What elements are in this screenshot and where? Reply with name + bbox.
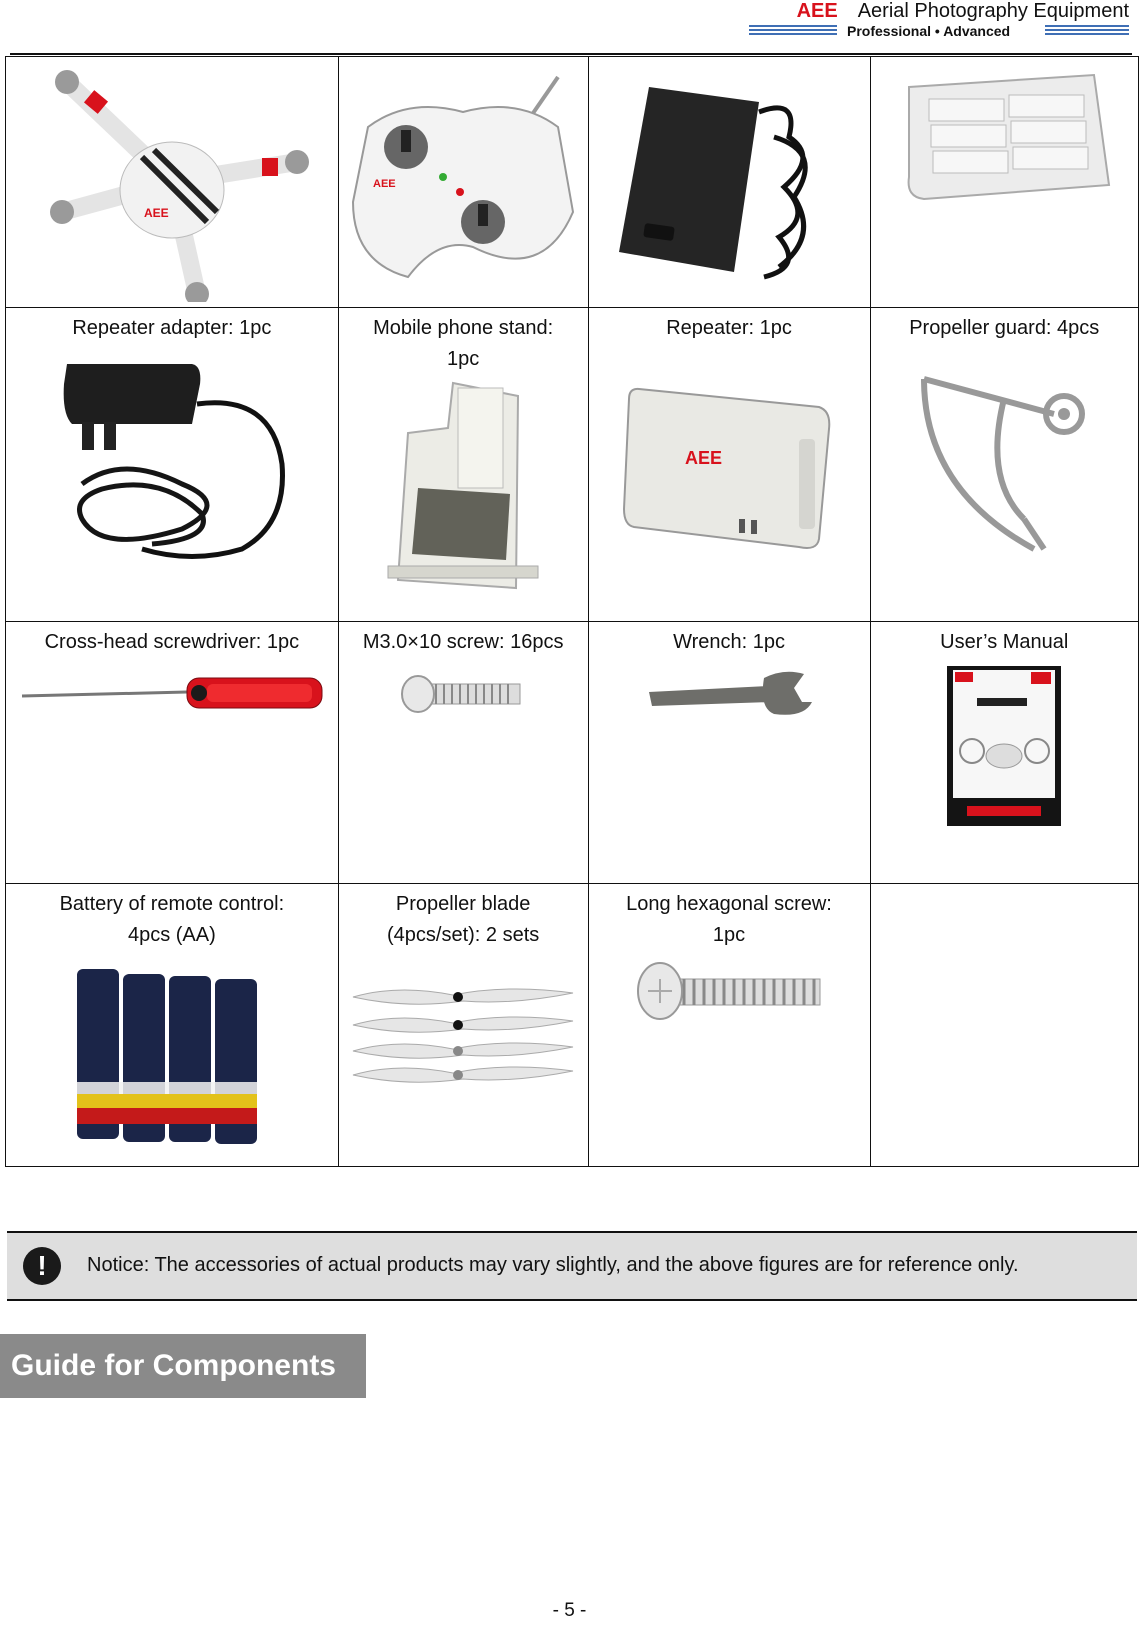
table-cell <box>588 308 870 622</box>
wrench-icon <box>644 668 814 718</box>
aa-batteries-icon <box>67 964 277 1149</box>
table-row <box>6 57 1139 308</box>
remote-controller-icon <box>348 72 578 292</box>
notice-text: Notice: The accessories of actual products may vary slightly, and the above figures are for reference only. <box>87 1254 1019 1276</box>
table-cell <box>338 57 588 308</box>
quadcopter-drone-icon <box>32 62 312 302</box>
repeater-logo: AEE <box>685 448 723 468</box>
flight-battery-icon <box>894 67 1114 207</box>
page-header <box>749 0 1129 48</box>
header-tagline: Professional • Advanced <box>847 23 1011 39</box>
page-number: - 5 - <box>552 1600 587 1621</box>
notice-box <box>7 1231 1137 1301</box>
table-cell <box>6 622 339 884</box>
table-cell <box>6 884 339 1167</box>
screw-icon <box>398 668 528 718</box>
item-caption-line2: 1pc <box>712 924 746 946</box>
item-caption: M3.0×10 screw: 16pcs <box>362 631 564 653</box>
table-cell <box>870 57 1139 308</box>
header-title: Aerial Photography Equipment <box>857 0 1129 22</box>
decorative-lines-left <box>749 25 837 37</box>
manual-booklet-icon <box>947 666 1061 826</box>
propeller-guard-icon <box>914 369 1094 559</box>
repeater-icon <box>619 379 839 549</box>
header-title-line <box>797 0 1129 23</box>
long-screw-icon <box>634 959 824 1023</box>
item-caption: Cross-head screwdriver: 1pc <box>44 631 300 653</box>
svg-text:AEE: AEE <box>143 206 169 220</box>
item-caption-line1: Long hexagonal screw: <box>626 893 832 915</box>
item-caption-line1: Battery of remote control: <box>59 893 285 915</box>
empty-cell <box>870 884 1139 1167</box>
repeater-adapter-icon <box>42 354 302 574</box>
item-caption: Repeater adapter: 1pc <box>72 317 272 339</box>
item-caption: Repeater: 1pc <box>666 317 792 339</box>
decorative-lines-right <box>1045 25 1129 37</box>
item-caption: User’s Manual <box>940 631 1069 653</box>
table-row <box>6 308 1139 622</box>
table-cell <box>6 57 339 308</box>
table-cell <box>588 57 870 308</box>
table-cell <box>588 884 870 1167</box>
accessories-table <box>5 56 1139 1167</box>
table-cell <box>870 622 1139 884</box>
item-caption-line2: 1pc <box>447 348 480 370</box>
table-cell <box>338 308 588 622</box>
table-row <box>6 622 1139 884</box>
power-adapter-icon <box>609 77 849 287</box>
screwdriver-icon <box>17 668 327 718</box>
table-cell <box>588 622 870 884</box>
item-caption: Propeller guard: 4pcs <box>909 317 1100 339</box>
table-cell <box>338 622 588 884</box>
propeller-blades-icon <box>348 979 578 1089</box>
header-tagline-row <box>749 22 1129 42</box>
table-cell <box>6 308 339 622</box>
svg-text:AEE: AEE <box>373 178 396 190</box>
warning-icon: ! <box>23 1247 61 1285</box>
section-title: Guide for Components <box>0 1334 366 1398</box>
table-row <box>6 884 1139 1167</box>
brand-name: AEE <box>796 0 838 22</box>
item-caption-line2: 4pcs (AA) <box>127 924 216 946</box>
item-caption-line1: Mobile phone stand: <box>373 317 554 339</box>
item-caption: Wrench: 1pc <box>673 631 785 653</box>
item-caption-line1: Propeller blade <box>395 893 531 915</box>
item-caption-line2: (4pcs/set): 2 sets <box>387 924 540 946</box>
table-cell <box>338 884 588 1167</box>
header-rule <box>10 53 1132 55</box>
phone-stand-icon <box>378 378 548 600</box>
table-cell <box>870 308 1139 622</box>
